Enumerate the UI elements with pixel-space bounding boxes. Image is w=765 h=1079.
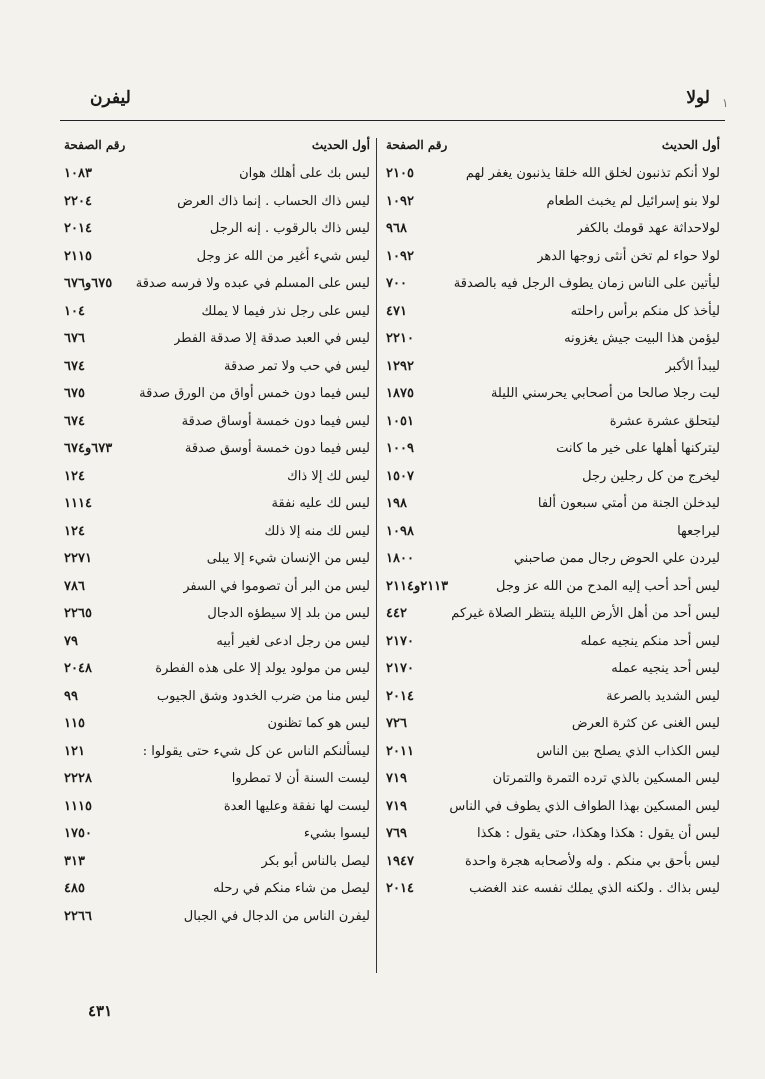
index-entry bbox=[382, 463, 722, 491]
hadith-text: ليسألنكم الناس عن كل شيء حتى يقولوا : bbox=[142, 743, 370, 759]
index-entry bbox=[60, 160, 372, 188]
page-ref: ٢١١٣و٢١١٤ bbox=[386, 578, 449, 594]
page-ref: ١٨٠٠ bbox=[386, 551, 414, 566]
page-ref: ٢٠١٤ bbox=[386, 881, 414, 896]
index-entry bbox=[60, 738, 372, 766]
hadith-text: ليس فيما دون خمسة أوساق صدقة bbox=[181, 413, 370, 429]
index-entry bbox=[382, 545, 722, 573]
hadith-text: ليس بأحق بي منكم . وله ولأصحابه هجرة واحدة bbox=[465, 853, 720, 869]
index-entry bbox=[60, 765, 372, 793]
page-ref: ٢٢٧١ bbox=[64, 551, 92, 566]
hadith-text: ليس فيما دون خمس أواق من الورق صدقة bbox=[139, 386, 370, 401]
index-entry bbox=[382, 325, 722, 353]
page-ref: ٤٧١ bbox=[386, 303, 407, 319]
hadith-text: ليست السنة أن لا تمطروا bbox=[231, 771, 370, 786]
page-ref: ٩٩ bbox=[64, 688, 78, 704]
index-entry bbox=[382, 848, 722, 876]
hadith-text: ليس في العبد صدقة إلا صدقة الفطر bbox=[174, 331, 370, 346]
corner-mark: ١ bbox=[722, 96, 729, 110]
page-ref: ٧٢٦ bbox=[386, 716, 407, 731]
hadith-text: ليس هو كما تظنون bbox=[267, 716, 370, 731]
hadith-text: ليس لك إلا ذاك bbox=[287, 468, 370, 484]
right-column-header bbox=[382, 136, 722, 160]
hadith-text: ليصل بالناس أبو بكر bbox=[261, 853, 370, 869]
page-ref: ٢١١٥ bbox=[64, 248, 92, 264]
hadith-text: لولا بنو إسرائيل لم يخبث الطعام bbox=[546, 193, 720, 209]
page-ref: ٦٧٦ bbox=[64, 331, 85, 346]
page-ref: ٢١٧٠ bbox=[386, 661, 414, 676]
index-entry bbox=[382, 270, 722, 298]
index-entry bbox=[60, 243, 372, 271]
index-entry bbox=[60, 545, 372, 573]
page-ref: ٧٩ bbox=[64, 633, 78, 649]
index-entry bbox=[60, 353, 372, 381]
hadith-text: ليؤمن هذا البيت جيش يغزونه bbox=[564, 331, 720, 346]
index-entry bbox=[60, 710, 372, 738]
page-ref: ٢٢٠٤ bbox=[64, 193, 92, 209]
index-entry bbox=[382, 765, 722, 793]
index-entry bbox=[60, 600, 372, 628]
hadith-text: ليس الكذاب الذي يصلح بين الناس bbox=[536, 743, 720, 759]
page-ref: ١٧٥٠ bbox=[64, 826, 92, 841]
page-ref: ٢٠١٤ bbox=[386, 688, 414, 704]
page-ref: ٢٠١١ bbox=[386, 743, 414, 759]
page-ref: ٧١٩ bbox=[386, 771, 407, 786]
right-column bbox=[382, 136, 722, 903]
hadith-text: ليس من رجل ادعى لغير أبيه bbox=[216, 633, 370, 649]
index-entry bbox=[382, 875, 722, 903]
index-entry bbox=[60, 573, 372, 601]
hadith-text: لولاحداثة عهد قومك بالكفر bbox=[576, 221, 720, 236]
index-entry bbox=[382, 160, 722, 188]
index-entry bbox=[382, 600, 722, 628]
hadith-text: ليس لك منه إلا ذلك bbox=[264, 523, 370, 539]
hadith-text: ليست لها نفقة وعليها العدة bbox=[223, 798, 370, 814]
page-ref: ١١١٥ bbox=[64, 798, 92, 814]
hadith-text: ليدخلن الجنة من أمتي سبعون ألفا bbox=[537, 496, 720, 511]
index-entry bbox=[382, 380, 722, 408]
hadith-text: ليس فيما دون خمسة أوسق صدقة bbox=[184, 441, 370, 456]
index-entry bbox=[382, 518, 722, 546]
hadith-text: ليس أحد ينجيه عمله bbox=[611, 661, 720, 676]
hadith-text: ليتركنها أهلها على خير ما كانت bbox=[556, 441, 720, 456]
index-entry bbox=[60, 215, 372, 243]
hadith-text: ليس ذاك الحساب . إنما ذاك العرض bbox=[177, 193, 370, 209]
page-ref: ١٨٧٥ bbox=[386, 386, 414, 401]
page-ref: ٦٧٤ bbox=[64, 358, 85, 374]
left-column bbox=[60, 136, 372, 930]
index-entry bbox=[60, 490, 372, 518]
page-ref: ٩٦٨ bbox=[386, 221, 407, 236]
index-entry bbox=[382, 408, 722, 436]
right-entries bbox=[382, 160, 722, 903]
index-entry bbox=[382, 820, 722, 848]
index-entry bbox=[382, 435, 722, 463]
hadith-text: ليصل من شاء منكم في رحله bbox=[213, 881, 370, 896]
page-ref: ١١١٤ bbox=[64, 496, 92, 511]
running-head-left: ليفرن bbox=[90, 88, 131, 108]
index-entry bbox=[382, 710, 722, 738]
hadith-text: ليس من مولود يولد إلا على هذه الفطرة bbox=[155, 661, 370, 676]
page-ref: ١٠٠٩ bbox=[386, 441, 414, 456]
page-ref: ١٠٥١ bbox=[386, 413, 414, 429]
hadith-text: ليس الغنى عن كثرة العرض bbox=[571, 716, 720, 731]
page-ref: ١٢٤ bbox=[64, 523, 85, 539]
index-entry bbox=[60, 463, 372, 491]
page-ref: ٦٧٥ bbox=[64, 386, 85, 401]
hadith-text: ليأخذ كل منكم برأس راحلته bbox=[570, 303, 720, 319]
page-ref: ٢٠٤٨ bbox=[64, 661, 92, 676]
page-ref: ١٥٠٧ bbox=[386, 468, 414, 484]
running-head bbox=[60, 88, 720, 116]
page-ref: ٤٤٢ bbox=[386, 606, 407, 621]
hadith-text: ليس أن يقول : هكذا وهكذا، حتى يقول : هكذا bbox=[477, 826, 720, 841]
page-ref: ٧٨٦ bbox=[64, 578, 85, 594]
hadith-text: ليخرج من كل رجلين رجل bbox=[582, 468, 720, 484]
page-ref: ٧١٩ bbox=[386, 798, 407, 814]
hadith-text: ليس شيء أغير من الله عز وجل bbox=[196, 248, 370, 264]
hadith-label: أول الحديث bbox=[311, 138, 370, 152]
index-entry bbox=[382, 628, 722, 656]
hadith-text: ليس لك عليه نفقة bbox=[271, 496, 370, 511]
page-ref: ٢٢٦٦ bbox=[64, 908, 92, 924]
page-number: ٤٣١ bbox=[88, 1002, 113, 1020]
index-entry bbox=[382, 353, 722, 381]
index-entry bbox=[60, 518, 372, 546]
hadith-text: ليس من الإنسان شيء إلا يبلى bbox=[206, 551, 370, 566]
page-ref: ١٢٤ bbox=[64, 468, 85, 484]
hadith-text: ليردن علي الحوض رجال ممن صاحبني bbox=[513, 551, 720, 566]
index-entry bbox=[60, 655, 372, 683]
running-head-right: لولا bbox=[686, 88, 710, 108]
index-entry bbox=[382, 655, 722, 683]
index-entry bbox=[382, 243, 722, 271]
hadith-text: ليراجعها bbox=[677, 523, 720, 539]
index-entry bbox=[60, 820, 372, 848]
page-ref: ١٠٩٢ bbox=[386, 193, 414, 209]
page-ref: ١٢١ bbox=[64, 743, 85, 759]
hadith-text: ليتحلق عشرة عشرة bbox=[609, 413, 720, 429]
hadith-text: ليس من البر أن تصوموا في السفر bbox=[183, 578, 370, 594]
index-entry bbox=[60, 188, 372, 216]
page-ref: ٢١٧٠ bbox=[386, 633, 414, 649]
page-ref: ٧٠٠ bbox=[386, 276, 407, 291]
page-ref: ١٠٨٣ bbox=[64, 166, 92, 181]
hadith-text: ليس أحد منكم ينجيه عمله bbox=[580, 633, 720, 649]
index-entry bbox=[382, 490, 722, 518]
hadith-text: ليس الشديد بالصرعة bbox=[606, 688, 720, 704]
hadith-text: لولا أنكم تذنبون لخلق الله خلقا يذنبون يغفر لهم bbox=[465, 166, 720, 181]
page-ref: ٤٨٥ bbox=[64, 881, 85, 896]
page-ref: ١٩٨ bbox=[386, 496, 407, 511]
page-ref: ٣١٣ bbox=[64, 853, 85, 869]
page-ref: ٢١٠٥ bbox=[386, 166, 414, 181]
hadith-text: ليس منا من ضرب الخدود وشق الجيوب bbox=[156, 688, 370, 704]
hadith-text: ليس بك على أهلك هوان bbox=[239, 166, 370, 181]
page-ref: ٦٧٤ bbox=[64, 413, 85, 429]
index-entry bbox=[60, 848, 372, 876]
hadith-text: ليفرن الناس من الدجال في الجبال bbox=[183, 908, 370, 924]
page-ref: ٦٧٣و٦٧٤ bbox=[64, 441, 113, 456]
index-entry bbox=[60, 793, 372, 821]
index-entry bbox=[60, 325, 372, 353]
index-entry bbox=[382, 738, 722, 766]
hadith-text: ليس على المسلم في عبده ولا فرسه صدقة bbox=[135, 276, 370, 291]
hadith-text: ليسوا بشيء bbox=[303, 826, 370, 841]
hadith-text: ليس ذاك بالرقوب . إنه الرجل bbox=[209, 221, 370, 236]
index-entry bbox=[60, 435, 372, 463]
left-column-header bbox=[60, 136, 372, 160]
index-entry bbox=[60, 628, 372, 656]
index-entry bbox=[382, 573, 722, 601]
page-ref: ٢٠١٤ bbox=[64, 221, 92, 236]
hadith-text: ليس أحد أحب إليه المدح من الله عز وجل bbox=[496, 578, 720, 594]
index-entry bbox=[60, 270, 372, 298]
page-ref: ١٠٩٨ bbox=[386, 523, 414, 539]
index-entry bbox=[382, 793, 722, 821]
page-ref: ١٠٤ bbox=[64, 303, 85, 319]
index-entry bbox=[382, 215, 722, 243]
hadith-text: ليس على رجل نذر فيما لا يملك bbox=[201, 303, 370, 319]
index-entry bbox=[60, 298, 372, 326]
header-rule bbox=[60, 120, 725, 121]
hadith-text: ليأتين على الناس زمان يطوف الرجل فيه بالصدقة bbox=[453, 276, 720, 291]
index-entry bbox=[60, 875, 372, 903]
index-entry bbox=[382, 188, 722, 216]
hadith-text: ليس أحد من أهل الأرض الليلة ينتظر الصلاة غيركم bbox=[451, 606, 720, 621]
hadith-text: ليس من بلد إلا سيطؤه الدجال bbox=[207, 606, 370, 621]
index-entry bbox=[382, 298, 722, 326]
left-entries bbox=[60, 160, 372, 930]
index-entry bbox=[60, 683, 372, 711]
page-ref: ١٠٩٢ bbox=[386, 248, 414, 264]
page-ref: ١١٥ bbox=[64, 716, 85, 731]
hadith-text: ليس المسكين بالذي ترده التمرة والتمرتان bbox=[492, 771, 720, 786]
hadith-text: ليس في حب ولا تمر صدقة bbox=[223, 358, 370, 374]
index-entry bbox=[60, 408, 372, 436]
page-label: رقم الصفحة bbox=[64, 138, 126, 152]
page-ref: ٢٢٦٥ bbox=[64, 606, 92, 621]
hadith-label: أول الحديث bbox=[661, 138, 720, 152]
hadith-text: ليبدأ الأكبر bbox=[665, 358, 720, 374]
index-entry bbox=[60, 903, 372, 931]
page-ref: ١٢٩٢ bbox=[386, 358, 414, 374]
page-ref: ١٩٤٧ bbox=[386, 853, 414, 869]
hadith-text: لولا حواء لم تخن أنثى زوجها الدهر bbox=[537, 248, 720, 264]
page-ref: ٦٧٥و٦٧٦ bbox=[64, 276, 113, 291]
page-ref: ٢٢٢٨ bbox=[64, 771, 92, 786]
page-ref: ٢٢١٠ bbox=[386, 331, 414, 346]
hadith-text: ليس بذاك . ولكنه الذي يملك نفسه عند الغضب bbox=[469, 881, 720, 896]
page-ref: ٧٦٩ bbox=[386, 826, 407, 841]
index-entry bbox=[60, 380, 372, 408]
index-entry bbox=[382, 683, 722, 711]
hadith-text: ليت رجلا صالحا من أصحابي يحرسني الليلة bbox=[490, 386, 720, 401]
column-divider bbox=[376, 138, 377, 973]
hadith-text: ليس المسكين بهذا الطواف الذي يطوف في الناس bbox=[449, 798, 720, 814]
page-label: رقم الصفحة bbox=[386, 138, 448, 152]
